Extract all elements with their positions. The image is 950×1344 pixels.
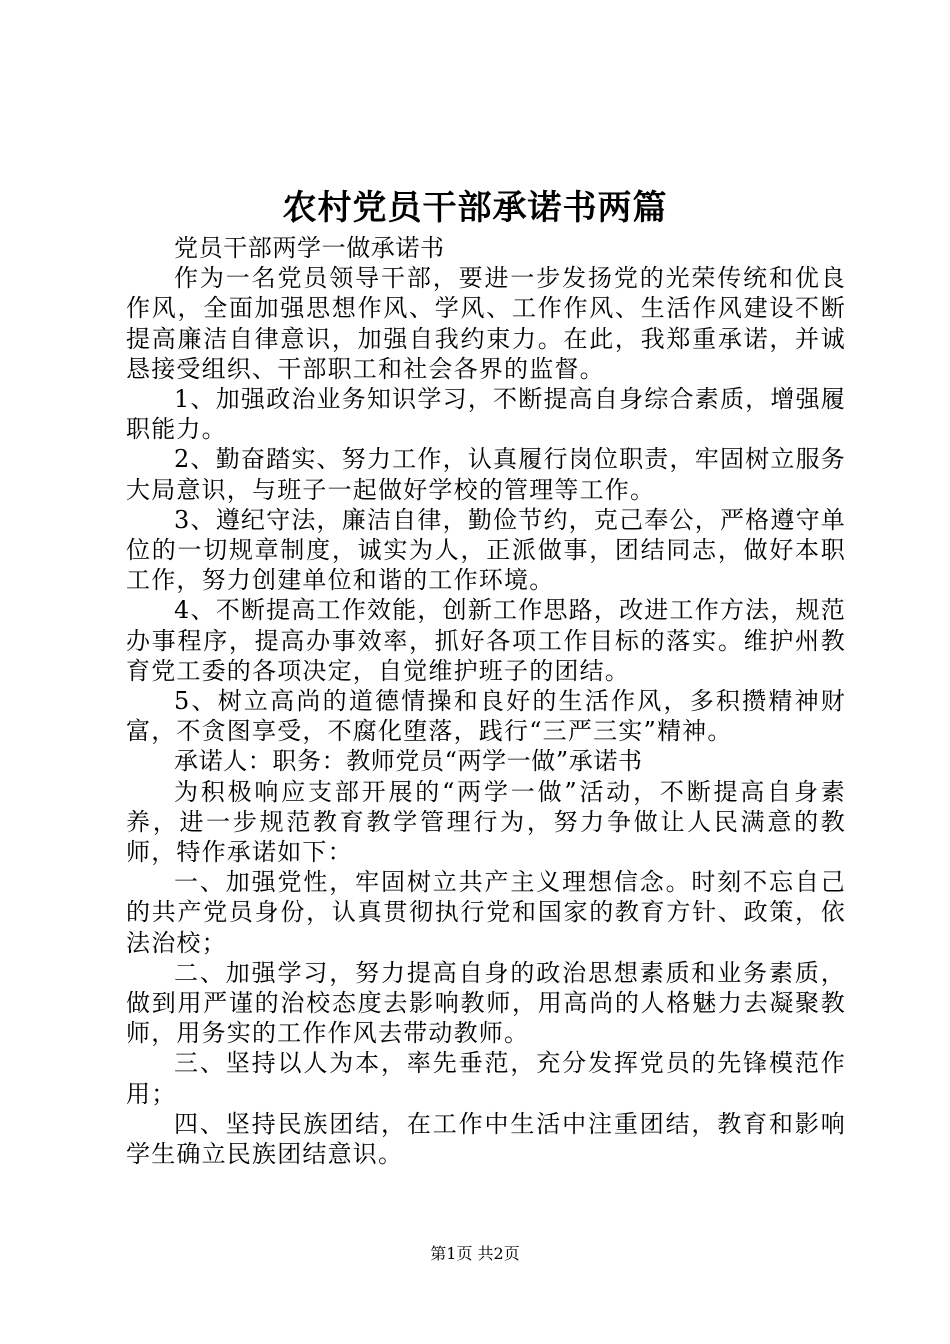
paragraph: 4、不断提高工作效能，创新工作思路，改进工作方法，规范办事程序，提高办事效率，抓好各项工作目标的落实。维护州教育党工委的各项决定，自觉维护班子的团结。 <box>126 596 846 685</box>
paragraph: 一、加强党性，牢固树立共产主义理想信念。时刻不忘自己的共产党员身份，认真贯彻执行党和国家的教育方针、政策，依法治校； <box>126 868 846 957</box>
document-body <box>126 233 846 1169</box>
paragraph: 2、勤奋踏实、努力工作，认真履行岗位职责，牢固树立服务大局意识，与班子一起做好学校的管理等工作。 <box>126 445 846 504</box>
paragraph-subtitle: 党员干部两学一做承诺书 <box>174 234 445 262</box>
document-title: 农村党员干部承诺书两篇 <box>282 188 668 228</box>
paragraph: 作为一名党员领导干部，要进一步发扬党的光荣传统和优良作风，全面加强思想作风、学风、工作作风、生活作风建设不断提高廉洁自律意识，加强自我约束力。在此，我郑重承诺，并诚恳接受组织、干部职工和社会各界的监督。 <box>126 264 846 383</box>
paragraph-signature-line: 承诺人：职务：教师党员“两学一做”承诺书 <box>174 747 643 776</box>
paragraph: 1、加强政治业务知识学习，不断提高自身综合素质，增强履职能力。 <box>126 385 846 444</box>
paragraph: 5、树立高尚的道德情操和良好的生活作风，多积攒精神财富，不贪图享受，不腐化堕落，践行“三严三实”精神。 <box>126 687 846 746</box>
page-number-footer: 第1页 共2页 <box>430 1244 520 1263</box>
paragraph: 为积极响应支部开展的“两学一做”活动，不断提高自身素养，进一步规范教育教学管理行为，努力争做让人民满意的教师，特作承诺如下： <box>126 777 846 867</box>
paragraph: 三、坚持以人为本，率先垂范，充分发挥党员的先锋模范作用； <box>126 1049 846 1108</box>
paragraph: 3、遵纪守法，廉洁自律，勤俭节约，克己奉公，严格遵守单位的一切规章制度，诚实为人，正派做事，团结同志，做好本职工作，努力创建单位和谐的工作环境。 <box>126 505 846 595</box>
paragraph: 四、坚持民族团结，在工作中生活中注重团结，教育和影响学生确立民族团结意识。 <box>126 1109 846 1169</box>
paragraph: 二、加强学习，努力提高自身的政治思想素质和业务素质，做到用严谨的治校态度去影响教师，用高尚的人格魅力去凝聚教师，用务实的工作作风去带动教师。 <box>126 958 846 1048</box>
